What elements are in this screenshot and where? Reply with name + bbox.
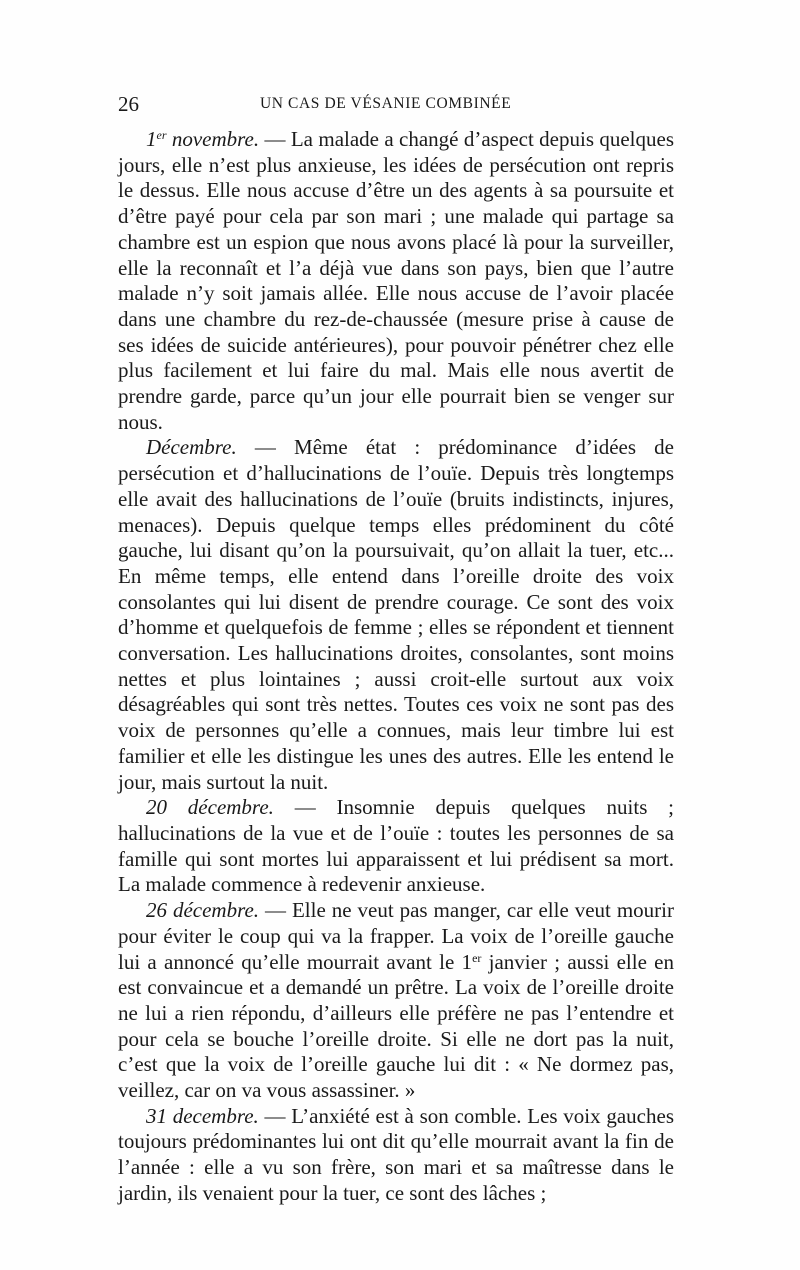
entry-text-part-1: — Elle ne veut pas manger, car elle veut mourir pour éviter le coup qui va la frapper. La voix de l’oreille gauche lui a annoncé qu’elle mourrait avant le 1 <box>118 898 674 974</box>
paragraph-26-decembre <box>118 898 674 1104</box>
body-text <box>118 127 674 1207</box>
entry-date: 26 décembre. <box>146 898 260 923</box>
running-title: UN CAS DE VÉSANIE COMBINÉE <box>260 95 512 112</box>
entry-text: — L’anxiété est à son comble. Les voix gauches toujours prédominantes lui ont dit qu’elle mourrait avant la fin de l’année : elle a vu son frère, son mari et sa maîtresse dans le jardin, ils venaient pour la tuer, ce sont des lâches ; <box>118 1103 674 1205</box>
entry-text: — La malade a changé d’aspect depuis quelques jours, elle n’est plus anxieuse, les idées de persécution ont repris le dessus. Elle nous accuse d’être un des agents à sa poursuite et d’être payé pour cela par son mari ; une malade qui partage sa chambre est un espion que nous avons placé là pour la surveiller, elle la reconnaît et l’a déjà vue dans son pays, bien que l’autre malade n’y soit jamais allée. Elle nous accuse de l’avoir placée dans une chambre du rez-de-chaussée (mesure prise à cause de ses idées de suicide antérieures), pour pouvoir pénétrer chez elle plus facilement et lui faire du mal. Mais elle nous avertit de prendre garde, parce qu’un jour elle pourrait bien se venger sur nous. <box>118 127 674 434</box>
paragraph-31-decembre <box>118 1104 674 1207</box>
date-number: 1 <box>146 127 157 151</box>
entry-date: 20 décembre. <box>146 795 274 820</box>
paragraph-20-decembre <box>118 795 674 898</box>
date-superscript: er <box>156 128 167 142</box>
paragraph-1-novembre <box>118 127 674 435</box>
text-superscript: er <box>472 950 482 965</box>
entry-text-part-2: janvier ; aussi elle en est convaincue et a demandé un prêtre. La voix de l’oreille droite ne lui a rien répondu, d’ailleurs elle préfère ne pas l’entendre et pour cela se bouche l’oreille droite. Si elle ne dort pas la nuit, c’est que la voix de l’oreille gauche lui dit : « Ne dormez pas, veillez, car on va vous assassiner. » <box>118 949 674 1103</box>
entry-text: — Insomnie depuis quelques nuits ; hallucinations de la vue et de l’ouïe : toutes les personnes de sa famille qui sont mortes lui apparaissent et lui prédisent sa mort. La malade commence à redevenir anxieuse. <box>118 795 675 897</box>
entry-date: Décembre. <box>146 435 237 460</box>
running-head <box>118 92 678 116</box>
entry-date: 31 decembre. <box>146 1103 259 1128</box>
entry-date <box>146 127 259 151</box>
paragraph-decembre <box>118 435 674 795</box>
entry-text: — Même état : prédominance d’idées de persécution et d’hallucinations de l’ouïe. Depuis très longtemps elle avait des hallucinations de l’ouïe (bruits indistincts, injures, menaces). Depuis quelque temps elles prédominent du côté gauche, lui disant qu’on la poursuivait, qu’on allait la tuer, etc... En même temps, elle entend dans l’oreille droite des voix consolantes qui lui disent de prendre courage. Ce sont des voix d’homme et quelquefois de femme ; elles se répondent et tiennent conversation. Les hallucinations droites, consolantes, sont moins nettes et plus lointaines ; aussi croit-elle surtout aux voix désagréables qui sont très nettes. Toutes ces voix ne sont pas des voix de personnes qu’elle a connues, mais leur timbre lui est familier et elle les distingue les unes des autres. Elle les entend le jour, mais surtout la nuit. <box>118 435 674 794</box>
page-number: 26 <box>118 92 139 116</box>
date-month: novembre. <box>166 127 260 151</box>
